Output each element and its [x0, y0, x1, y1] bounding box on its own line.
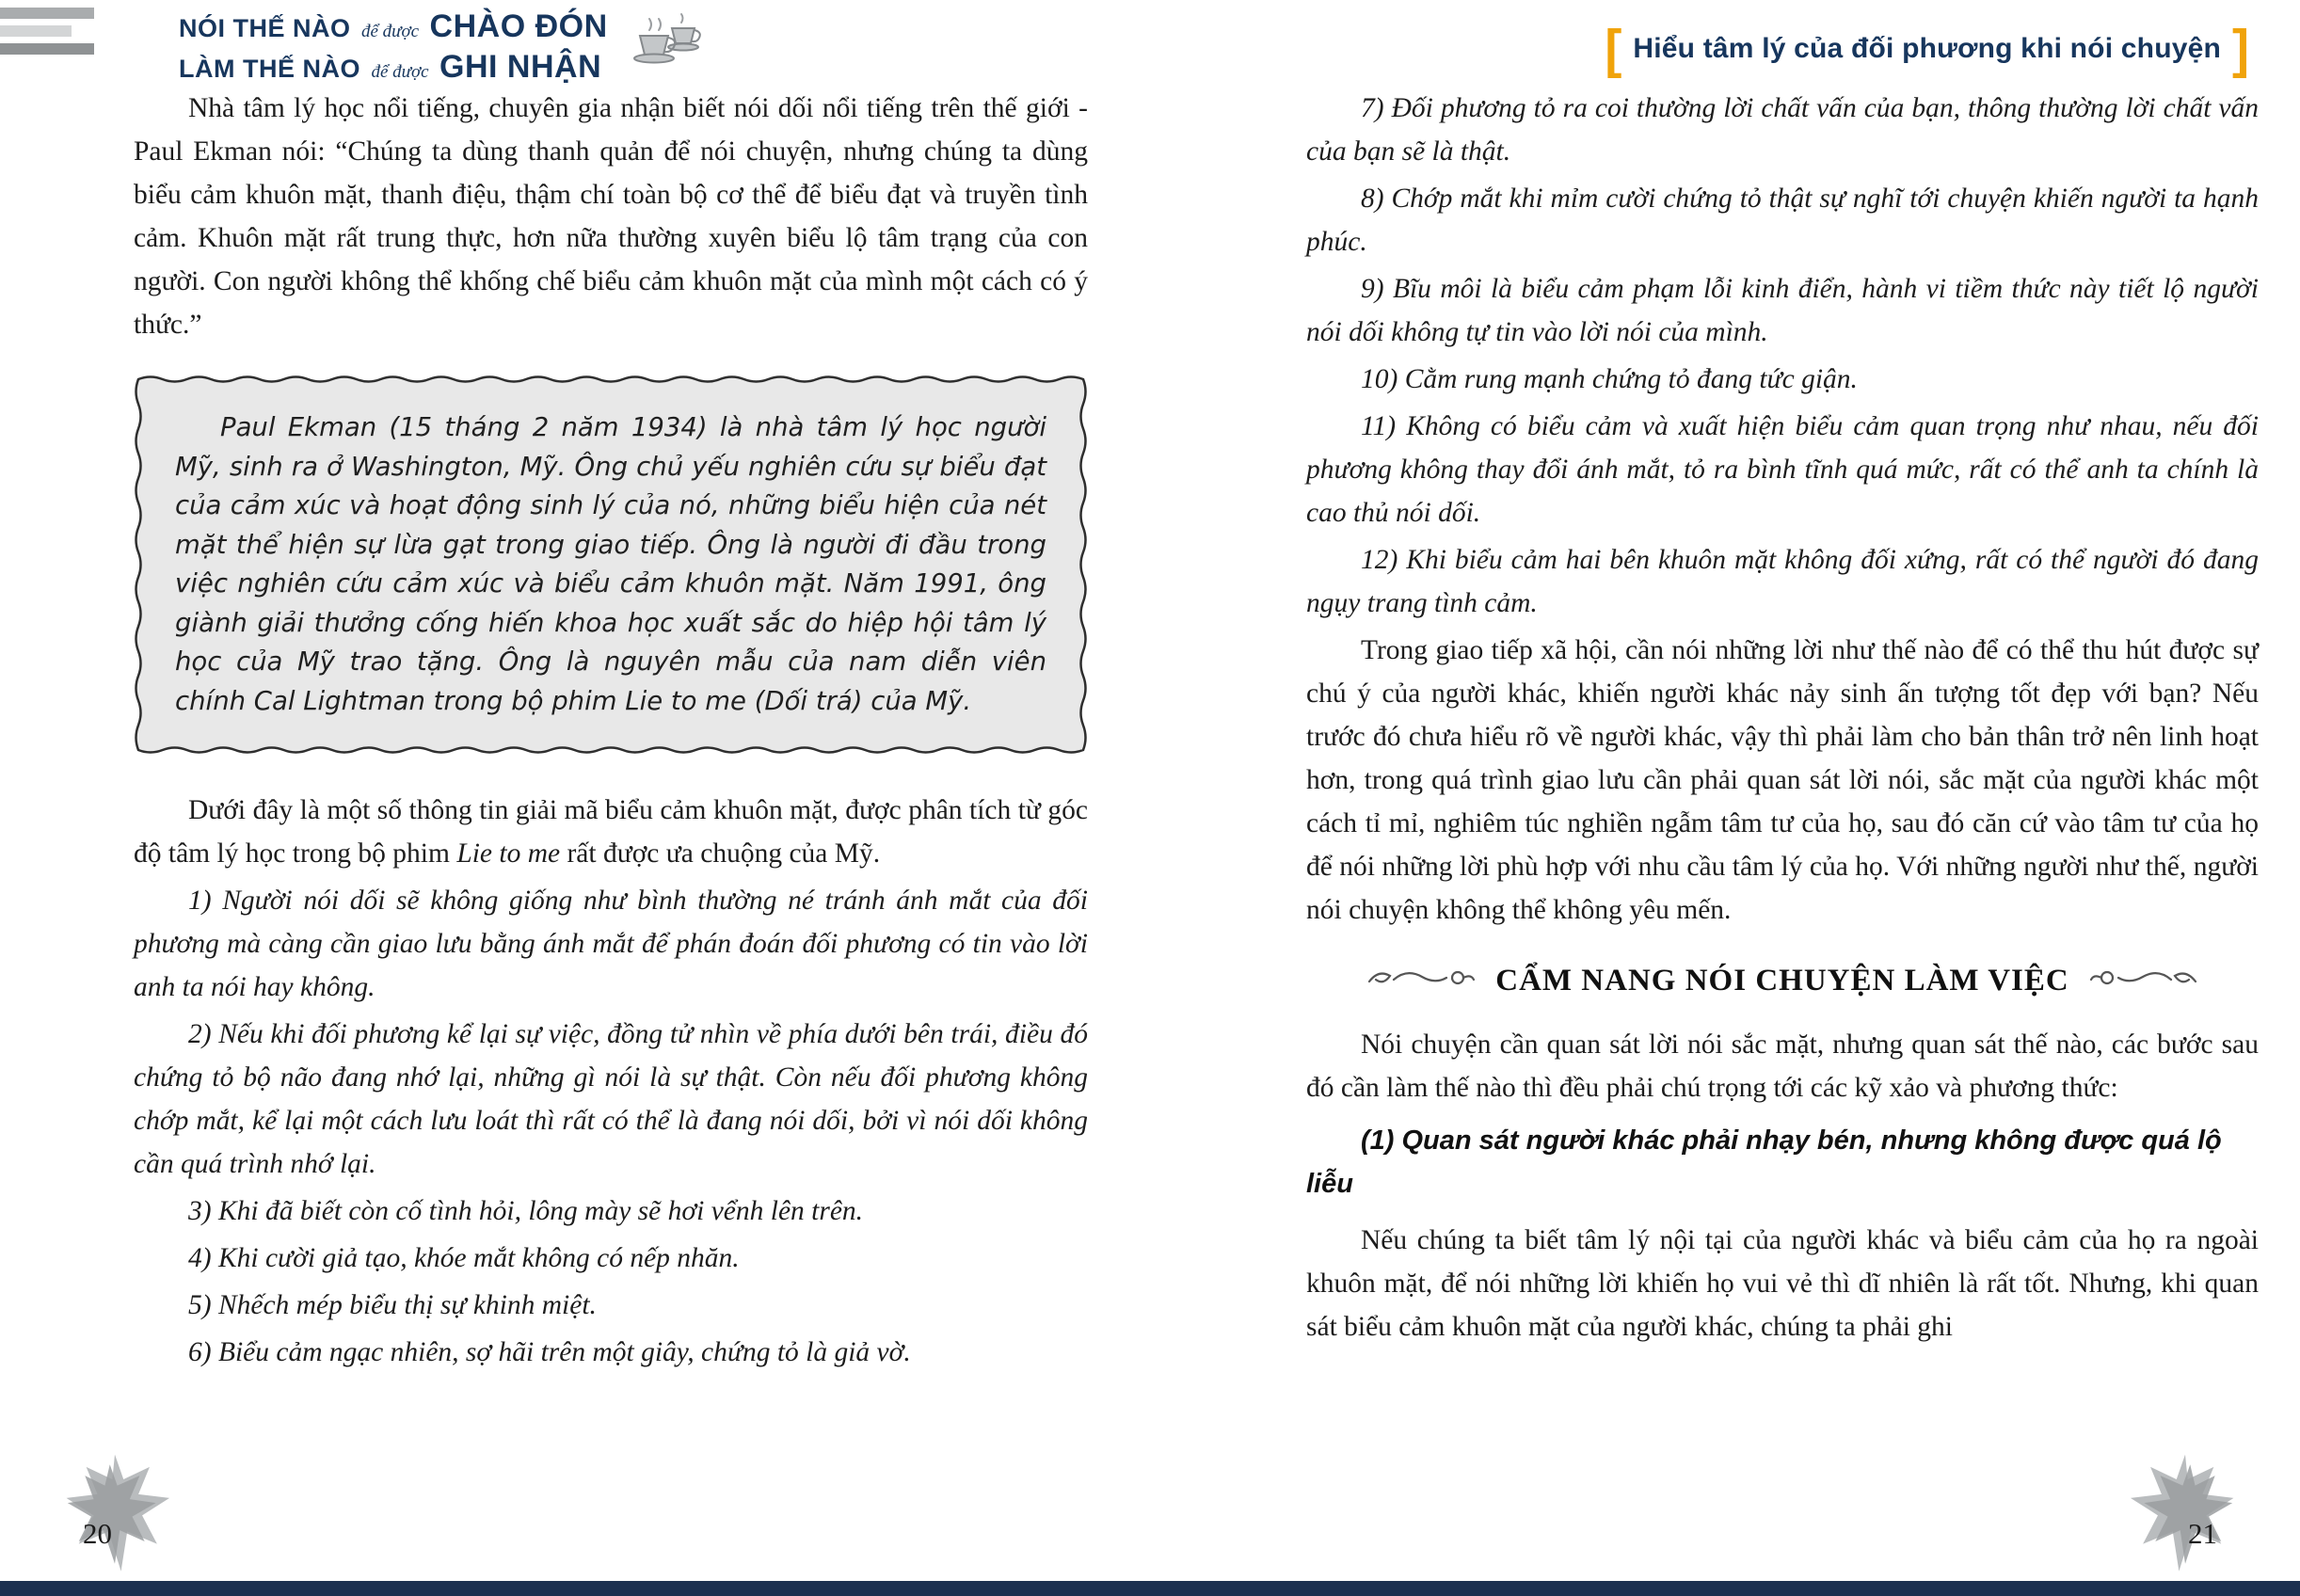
social-communication-paragraph: Trong giao tiếp xã hội, cần nói những lời như thế nào để có thể thu hút được sự chú ý của người khác, khiến người khác nảy sinh ấn tượng tốt đẹp với bạn? Nếu trước đó chưa hiểu rõ về người khác, vậy thì phải làm cho bản thân trở nên linh hoạt hơn, trong quá trình giao lưu cần phải quan sát lời nói, sắc mặt của người khác một cách tỉ mỉ, nghiêm túc nghiền ngẫm tâm tư của họ, sau đó căn cứ vào tâm tư của họ để nói những lời phù hợp với nhu cầu tâm lý của họ. Với những người như thế, người nói chuyện không thể không yêu mến.: [1306, 635, 2259, 925]
header-line-1: [179, 9, 608, 50]
list-item: 4) Khi cười giả tạo, khóe mắt không có nếp nhăn.: [188, 1243, 740, 1273]
header-line1-main: CHÀO ĐÓN: [429, 8, 608, 44]
list-item: 1) Người nói dối sẽ không giống như bình thường né tránh ánh mắt của đối phương mà càng cần giao lưu bằng ánh mắt để phán đoán đối phương có tin vào lời anh ta nói hay không.: [134, 886, 1088, 1002]
observation-intro-paragraph: Nói chuyện cần quan sát lời nói sắc mặt, nhưng quan sát thế nào, các bước sau đó cần làm thế nào thì đều phải chú trọng tới các kỹ xảo và phương thức:: [1306, 1029, 2259, 1103]
header-line1-prefix: NÓI THẾ NÀO: [179, 14, 351, 42]
list-item: 10) Cằm rung mạnh chứng tỏ đang tức giận.: [1361, 364, 1858, 394]
maple-leaf-icon: [53, 1452, 177, 1581]
list-item: 2) Nếu khi đối phương kể lại sự việc, đồng tử nhìn về phía dưới bên trái, điều đó chứng tỏ bộ não đang nhớ lại, những gì nói là sự thật. Còn nếu đối phương không chớp mắt, kể lại một cách lưu loát thì rất có thể là đang nói dối, bởi vì nói dối không cần quá trình nhớ lại.: [134, 1019, 1088, 1179]
right-page-content: [1306, 87, 2259, 1352]
decoration-bar: [0, 8, 94, 19]
after-box-post: rất được ưa chuộng của Mỹ.: [560, 838, 881, 869]
section-heading-title: CẨM NANG NÓI CHUYỆN LÀM VIỆC: [1495, 964, 2069, 998]
decoration-bar: [0, 25, 72, 37]
after-box-movie-title: Lie to me: [456, 838, 561, 869]
closing-paragraph: Nếu chúng ta biết tâm lý nội tại của người khác và biểu cảm của họ ra ngoài khuôn mặt, để nói những lời khiến họ vui vẻ thì dĩ nhiên là rất tốt. Nhưng, khi quan sát biểu cảm khuôn mặt của người khác, chúng ta phải ghi: [1306, 1225, 2259, 1342]
header-line2-prefix: LÀM THẾ NÀO: [179, 55, 360, 83]
calligraphic-flourish-icon: [1366, 966, 1477, 997]
left-page-header: [179, 9, 608, 90]
header-line1-script: để được: [360, 22, 420, 41]
list-item: 7) Đối phương tỏ ra coi thường lời chất vấn của bạn, thông thường lời chất vấn của bạn sẽ là thật.: [1306, 93, 2259, 167]
list-item: 11) Không có biểu cảm và xuất hiện biểu cảm quan trọng như nhau, nếu đối phương không thay đổi ánh mắt, tỏ ra bình tĩnh quá mức, rất có thể anh ta chính là cao thủ nói dối.: [1306, 411, 2259, 528]
calligraphic-flourish-icon: [2088, 966, 2199, 997]
section-heading-block: [1306, 964, 2259, 998]
paul-ekman-info-box: [134, 375, 1088, 755]
header-line2-script: để được: [371, 62, 429, 82]
maple-leaf-icon: [2123, 1452, 2247, 1581]
corner-decoration-bars: [0, 8, 94, 61]
header-line-2: [179, 50, 608, 90]
list-item: 3) Khi đã biết còn cố tình hỏi, lông mày sẽ hơi vểnh lên trên.: [188, 1196, 864, 1226]
header-line2-main: GHI NHẬN: [439, 49, 602, 85]
left-page-content: [134, 87, 1088, 1378]
sub-heading-1: (1) Quan sát người khác phải nhạy bén, nhưng không được quá lộ liễu: [1306, 1125, 2222, 1199]
footer-bar-decoration: [0, 1581, 2300, 1596]
right-bracket-decoration: ]: [2232, 19, 2249, 79]
list-item: 9) Bĩu môi là biểu cảm phạm lỗi kinh điển, hành vi tiềm thức này tiết lộ người nói dối không tự tin vào lời nói của mình.: [1306, 274, 2259, 347]
list-item: 12) Khi biểu cảm hai bên khuôn mặt không đối xứng, rất có thể người đó đang ngụy trang tình cảm.: [1306, 545, 2259, 618]
page-number-right: 21: [2188, 1517, 2217, 1550]
facial-expression-items-7-12: [1306, 87, 2259, 625]
ekman-bio-text: Paul Ekman (15 tháng 2 năm 1934) là nhà tâm lý học người Mỹ, sinh ra ở Washington, Mỹ. Ông chủ yếu nghiên cứu sự biểu đạt của cảm xúc và hoạt động sinh lý của nó, những biểu hiện của nét mặt thể hiện sự lừa gạt trong giao tiếp. Ông là người đi đầu trong việc nghiên cứu cảm xúc và biểu cảm khuôn mặt. Năm 1991, ông giành giải thưởng cống hiến khoa học xuất sắc do hiệp hội tâm lý học của Mỹ trao tặng. Ông là nguyên mẫu của nam diễn viên chính Cal Lightman trong bộ phim Lie to me (Dối trá) của Mỹ.: [175, 412, 1046, 716]
page-number-left: 20: [83, 1517, 112, 1550]
decoration-bar: [0, 43, 94, 55]
list-item: 5) Nhếch mép biểu thị sự khinh miệt.: [188, 1290, 597, 1320]
left-bracket-decoration: [: [1605, 19, 1622, 79]
after-box-paragraph: [134, 789, 1088, 875]
list-item: 8) Chớp mắt khi mỉm cười chứng tỏ thật sự nghĩ tới chuyện khiến người ta hạnh phúc.: [1306, 184, 2259, 257]
list-item: 6) Biểu cảm ngạc nhiên, sợ hãi trên một giây, chứng tỏ là giả vờ.: [188, 1337, 911, 1367]
right-header-title: Hiểu tâm lý của đối phương khi nói chuyện: [1633, 33, 2222, 64]
facial-expression-items-1-6: [134, 879, 1088, 1374]
intro-paragraph: Nhà tâm lý học nổi tiếng, chuyên gia nhận biết nói dối nổi tiếng trên thế giới - Paul Ekman nói: “Chúng ta dùng thanh quản để nói chuyện, nhưng chúng ta dùng biểu cảm khuôn mặt, thanh điệu, thậm chí toàn bộ cơ thể để biểu đạt và truyền tình cảm. Khuôn mặt rất trung thực, hơn nữa thường xuyên biểu lộ tâm trạng của con người. Con người không thể khống chế biểu cảm khuôn mặt của mình một cách có ý thức.”: [134, 93, 1088, 340]
right-page-header: [1605, 19, 2249, 79]
after-box-pre: Dưới đây là một số thông tin giải mã biểu cảm khuôn mặt, được phân tích từ góc độ tâm lý học trong bộ phim: [134, 795, 1088, 869]
coffee-cups-icon: [629, 11, 710, 72]
